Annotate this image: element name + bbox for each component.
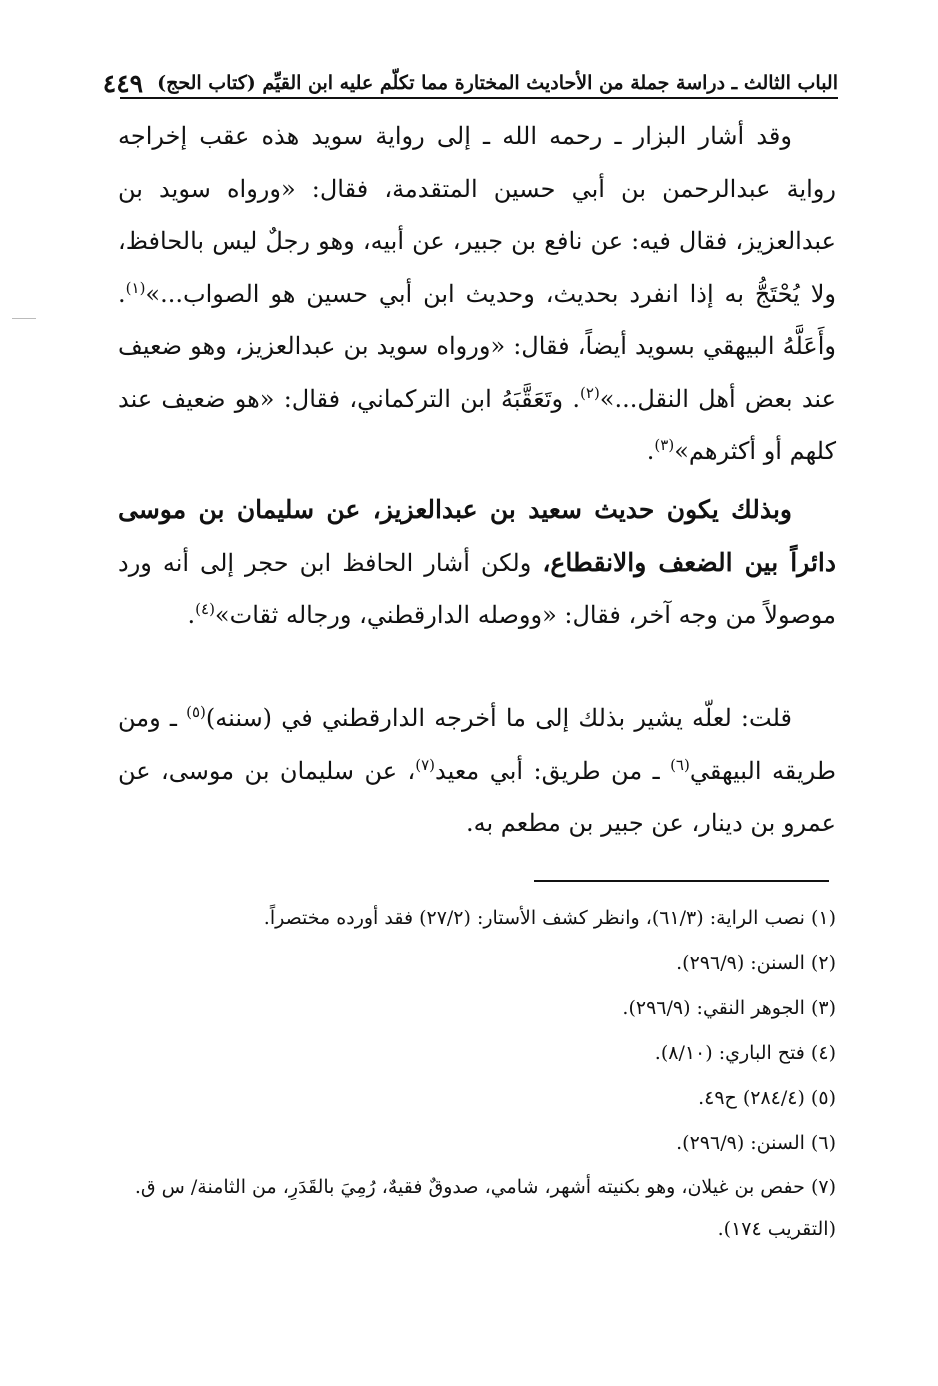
footnote-3: (٣) الجوهر النقي: (٢٩٦/٩). [622,997,836,1019]
para1-text-4: . [646,437,655,465]
para1-text-2: . وأَعَلَّهُ البيهقي بسويد أيضاً، فقال: «ورواه سويد بن عبدالعزيز، وهو ضعيف عند بعض أهل النقل...» [118,279,836,413]
footnote-5: (٥) (٢٨٤/٤) ح٤٩. [698,1087,836,1109]
footnote-4: (٤) فتح الباري: (٨/١٠). [654,1042,836,1064]
header-rule [120,97,838,99]
para2-text-1: ولكن أشار الحافظ ابن حجر إلى أنه ورد موصولاً من وجه آخر، فقال: «ووصله الدارقطني، ورجاله ثقات» [118,548,836,629]
para3-text-4: ، عن سليمان بن موسى، عن عمرو بن دينار، عن جبير بن مطعم به. [118,756,836,837]
footnote-ref-5[interactable]: (٥) [186,703,206,721]
footnote-1: (١) نصب الراية: (٦١/٣)، وانظر كشف الأستار: (٢٧/٢) فقد أورده مختصراً. [263,907,836,929]
para1-text-1: وقد أشار البزار ـ رحمه الله ـ إلى رواية سويد هذه عقب إخراجه رواية عبدالرحمن بن أبي حسين المتقدمة، فقال: «ورواه سويد بن عبدالعزيز، فقال فيه: عن نافع بن جبير، عن أبيه، وهو رجلٌ ليس بالحافظ، ولا يُحْتَجُّ به إذا انفرد بحديث، وحديث ابن أبي حسين هو الصواب...» [118,122,836,308]
footnote-6: (٦) السنن: (٢٩٦/٩). [676,1132,836,1154]
footnote-ref-1[interactable]: (١) [125,278,146,297]
para2-bold-text: وبذلك يكون حديث سعيد بن عبدالعزيز، عن سليمان بن موسى دائراً بين الضعف والانقطاع، [118,495,837,577]
para2-text-2: . [187,601,196,629]
footnote-ref-2[interactable]: (٢) [580,383,600,402]
footnote-2: (٢) السنن: (٢٩٦/٩). [676,952,836,974]
paragraph-3 [118,692,836,850]
paragraph-2 [118,484,836,642]
para3-text-2: ـ ومن طريقه البيهقي [118,704,836,785]
running-header [102,66,838,100]
page-number: ٤٤٩ [102,68,144,98]
footnote-ref-7[interactable]: (٧) [415,755,436,774]
footnote-7: (٧) حفص بن غيلان، وهو بكنيته أشهر، شامي، صدوقٌ فقيهٌ، رُمِيَ بالقَدَرِ، من الثامنة/ س ق. (التقريب ١٧٤). [134,1176,836,1240]
para3-text-3: ـ من طريق: أبي معيد [435,756,671,785]
header-title: الباب الثالث ـ دراسة جملة من الأحاديث المختارة مما تكلّم عليه ابن القيِّم (كتاب الحج) [157,72,838,94]
footnote-ref-3[interactable]: (٣) [654,436,675,454]
para1-text-3: . وتَعَقَّبَهُ ابن التركماني، فقال: «هو ضعيف عند كلهم أو أكثرهم» [118,384,836,465]
scan-mark [12,318,36,319]
para3-text-1: قلت: لعلّه يشير بذلك إلى ما أخرجه الدارقطني في (سننه) [205,704,792,732]
paragraph-1 [118,110,836,478]
footnote-ref-6[interactable]: (٦) [670,755,690,774]
footnotes [110,896,836,1250]
footnote-separator [534,880,829,882]
footnote-ref-4[interactable]: (٤) [195,600,215,618]
